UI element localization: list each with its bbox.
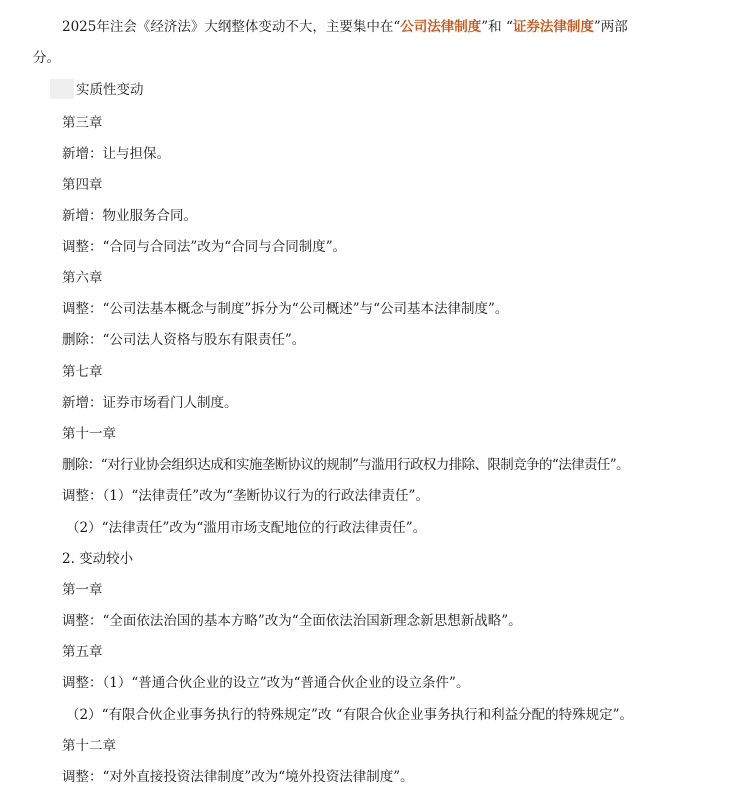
change-item: 调整：“全面依法治国的基本方略”改为“全面依法治国新理念新思想新战略”。 [62,613,522,629]
section-title-substantive-changes: 实质性变动 [76,82,144,98]
change-item: 调整：“对外直接投资法律制度”改为“境外投资法律制度”。 [62,769,414,785]
chapter-heading: 第十一章 [62,426,116,442]
intro-paragraph-line-2 [33,48,60,68]
chapter-heading: 第一章 [62,582,103,598]
chapter-heading: 第五章 [62,644,103,660]
chapter-heading: 第七章 [62,364,103,380]
change-item: （2）“有限合伙企业事务执行的特殊规定”改 “有限合伙企业事务执行和利益分配的特殊规定”。 [66,707,633,723]
chapter-heading: 第六章 [62,270,103,286]
change-item: 调整：（1）“法律责任”改为“垄断协议行为的行政法律责任”。 [62,488,429,504]
change-item: （2）“法律责任”改为“滥用市场支配地位的行政法律责任”。 [66,520,427,536]
change-item: 调整：“公司法基本概念与制度”拆分为“公司概述”与“公司基本法律制度”。 [62,301,509,317]
change-item: 删除：“公司法人资格与股东有限责任”。 [62,332,306,348]
change-item: 调整：“合同与合同法”改为“合同与合同制度”。 [62,239,347,255]
change-item: 新增：让与担保。 [62,146,170,162]
chapter-heading: 第四章 [62,177,103,193]
quote-mark: “ [393,19,401,35]
intro-and: 和 [488,19,506,35]
highlight-securities-law: 证券法律制度 [512,19,594,35]
intro-text: 2025年注会《经济法》大纲整体变动不大，主要集中在 [62,19,394,35]
section-title-minor-changes: 2. 变动较小 [62,551,134,567]
chapter-heading: 第三章 [62,115,103,131]
quote-mark: ” [593,19,601,35]
quote-mark: ” [481,19,489,35]
intro-text: 分。 [33,50,60,66]
intro-paragraph-line-1 [62,17,628,37]
chapter-heading: 第十二章 [62,738,116,754]
change-item: 删除：“对行业协会组织达成和实施垄断协议的规制”与滥用行政权力排除、限制竞争的“法律责任”。 [62,457,630,473]
intro-text: 两部 [600,19,628,35]
list-number-placeholder [50,79,74,99]
change-item: 新增：证券市场看门人制度。 [62,395,238,411]
highlight-company-law: 公司法律制度 [400,19,482,35]
quote-mark: “ [505,19,513,35]
change-item: 新增：物业服务合同。 [62,208,197,224]
change-item: 调整：（1）“普通合伙企业的设立”改为“普通合伙企业的设立条件”。 [62,675,470,691]
